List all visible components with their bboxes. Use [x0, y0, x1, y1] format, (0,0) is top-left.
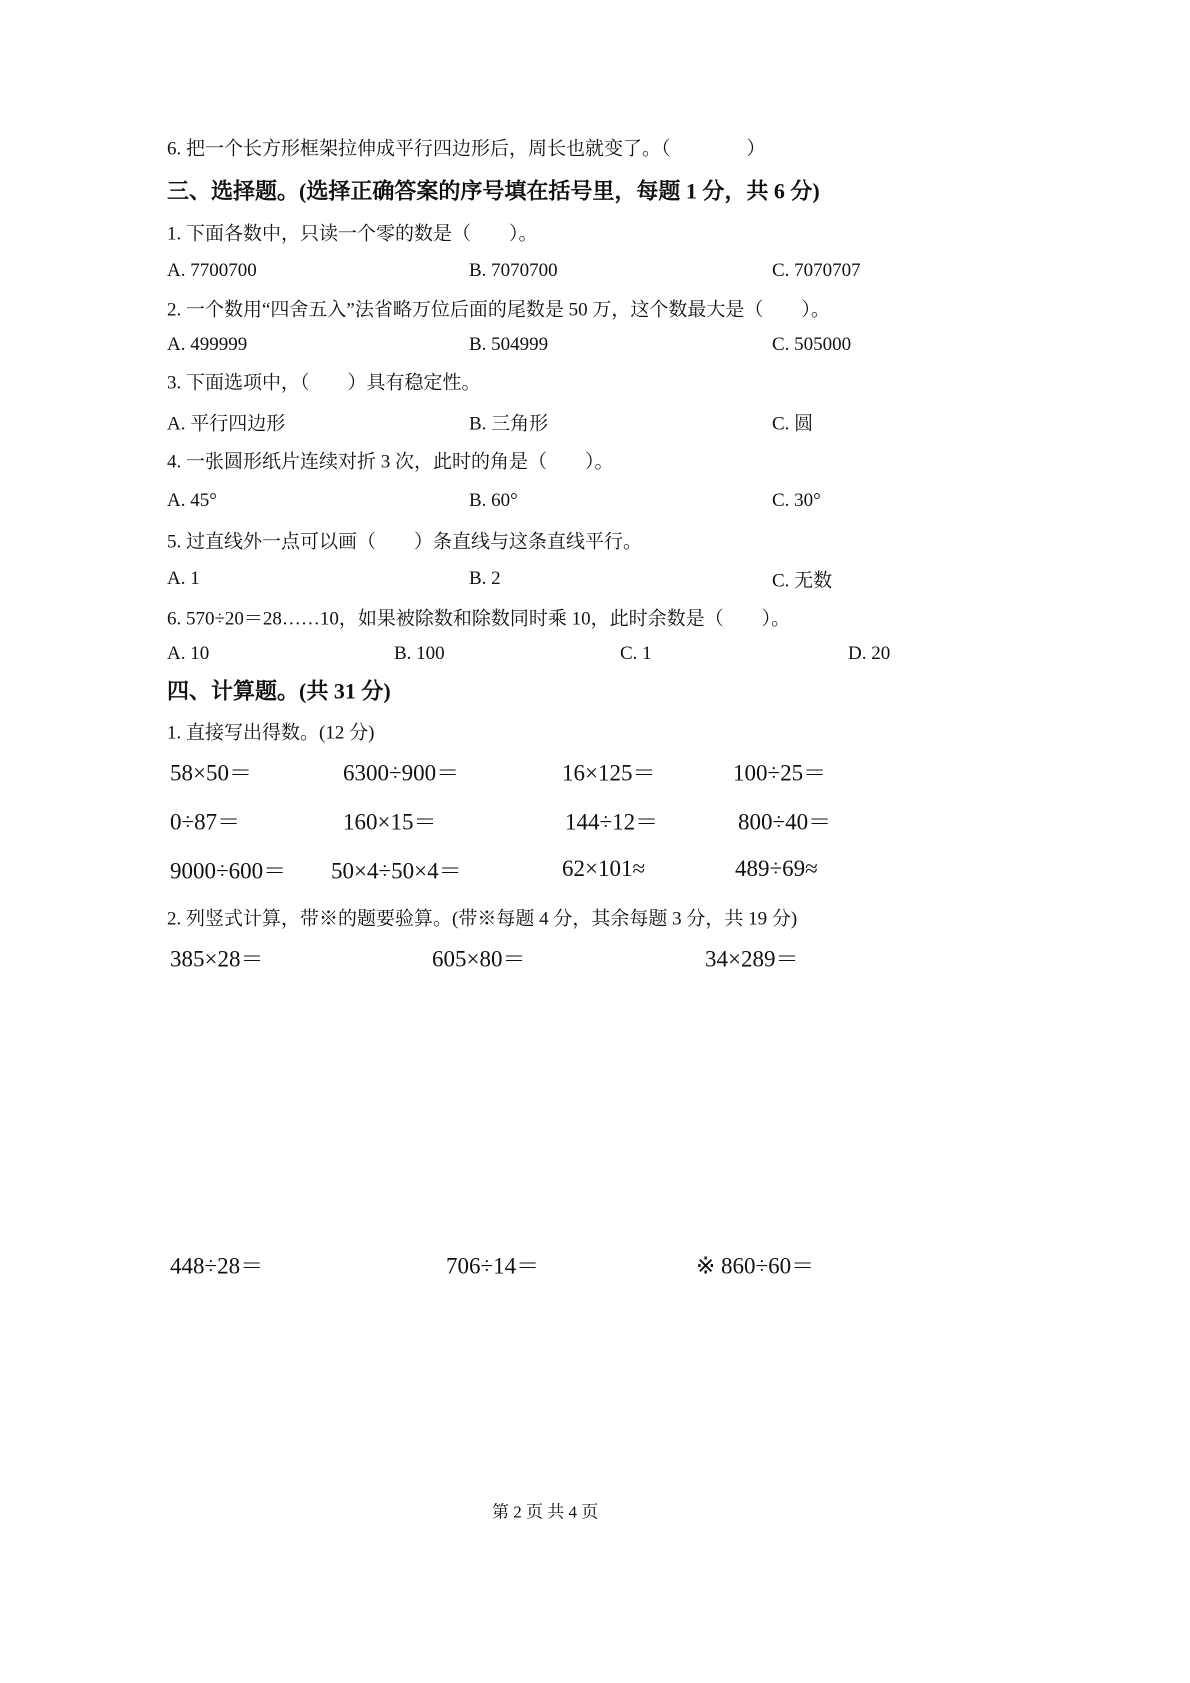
vertical-item: 385×28＝	[170, 946, 264, 972]
vertical-item: 706÷14＝	[446, 1253, 540, 1279]
vertical-item: 34×289＝	[705, 946, 799, 972]
option: A. 1	[167, 568, 200, 589]
oral-item: 16×125＝	[562, 760, 656, 786]
option: C. 圆	[772, 413, 814, 435]
question: 6. 570÷20＝28……10，如果被除数和除数同时乘 10，此时余数是（ ）。	[167, 608, 791, 630]
calc-part1-title: 1. 直接写出得数。(12 分)	[167, 722, 375, 744]
option: C. 7070707	[772, 260, 861, 281]
option: A. 499999	[167, 334, 248, 355]
calc-part2-title: 2. 列竖式计算，带※的题要验算。(带※每题 4 分，其余每题 3 分，共 19 分)	[167, 908, 798, 930]
option: C. 30°	[772, 490, 821, 511]
vertical-item: 605×80＝	[432, 946, 526, 972]
section-choice-heading: 三、选择题。(选择正确答案的序号填在括号里，每题 1 分，共 6 分)	[167, 178, 820, 204]
option: A. 平行四边形	[167, 413, 286, 435]
question: 3. 下面选项中，（ ）具有稳定性。	[167, 372, 481, 394]
oral-item: 800÷40＝	[738, 809, 832, 835]
vertical-item: ※ 860÷60＝	[696, 1253, 815, 1279]
option: B. 2	[469, 568, 501, 589]
option: C. 505000	[772, 334, 852, 355]
option: B. 60°	[469, 490, 518, 511]
question: 5. 过直线外一点可以画（ ）条直线与这条直线平行。	[167, 531, 643, 553]
option: C. 1	[620, 643, 652, 664]
option: C. 无数	[772, 570, 833, 592]
oral-item: 160×15＝	[343, 809, 437, 835]
oral-item: 58×50＝	[170, 760, 252, 786]
question: 1. 下面各数中，只读一个零的数是（ ）。	[167, 223, 538, 245]
option: A. 45°	[167, 490, 217, 511]
option: B. 504999	[469, 334, 549, 355]
question: 4. 一张圆形纸片连续对折 3 次，此时的角是（ ）。	[167, 451, 614, 473]
oral-item: 0÷87＝	[170, 809, 241, 835]
oral-item: 62×101≈	[562, 856, 646, 881]
option: A. 7700700	[167, 260, 257, 281]
oral-item: 50×4÷50×4＝	[331, 858, 462, 884]
option: B. 100	[394, 643, 445, 664]
page-footer: 第 2 页 共 4 页	[492, 1502, 599, 1522]
oral-item: 144÷12＝	[565, 809, 659, 835]
question: 2. 一个数用“四舍五入”法省略万位后面的尾数是 50 万，这个数最大是（ ）。	[167, 299, 830, 321]
oral-item: 100÷25＝	[733, 760, 827, 786]
option: B. 三角形	[469, 413, 549, 435]
oral-item: 6300÷900＝	[343, 760, 460, 786]
oral-item: 9000÷600＝	[170, 858, 287, 884]
section-calc-heading: 四、计算题。(共 31 分)	[167, 678, 391, 704]
option: D. 20	[848, 643, 891, 664]
option: A. 10	[167, 643, 210, 664]
vertical-item: 448÷28＝	[170, 1253, 264, 1279]
oral-item: 489÷69≈	[735, 856, 818, 881]
option: B. 7070700	[469, 260, 558, 281]
judge-q6: 6. 把一个长方形框架拉伸成平行四边形后，周长也就变了。（ ）	[167, 138, 766, 160]
